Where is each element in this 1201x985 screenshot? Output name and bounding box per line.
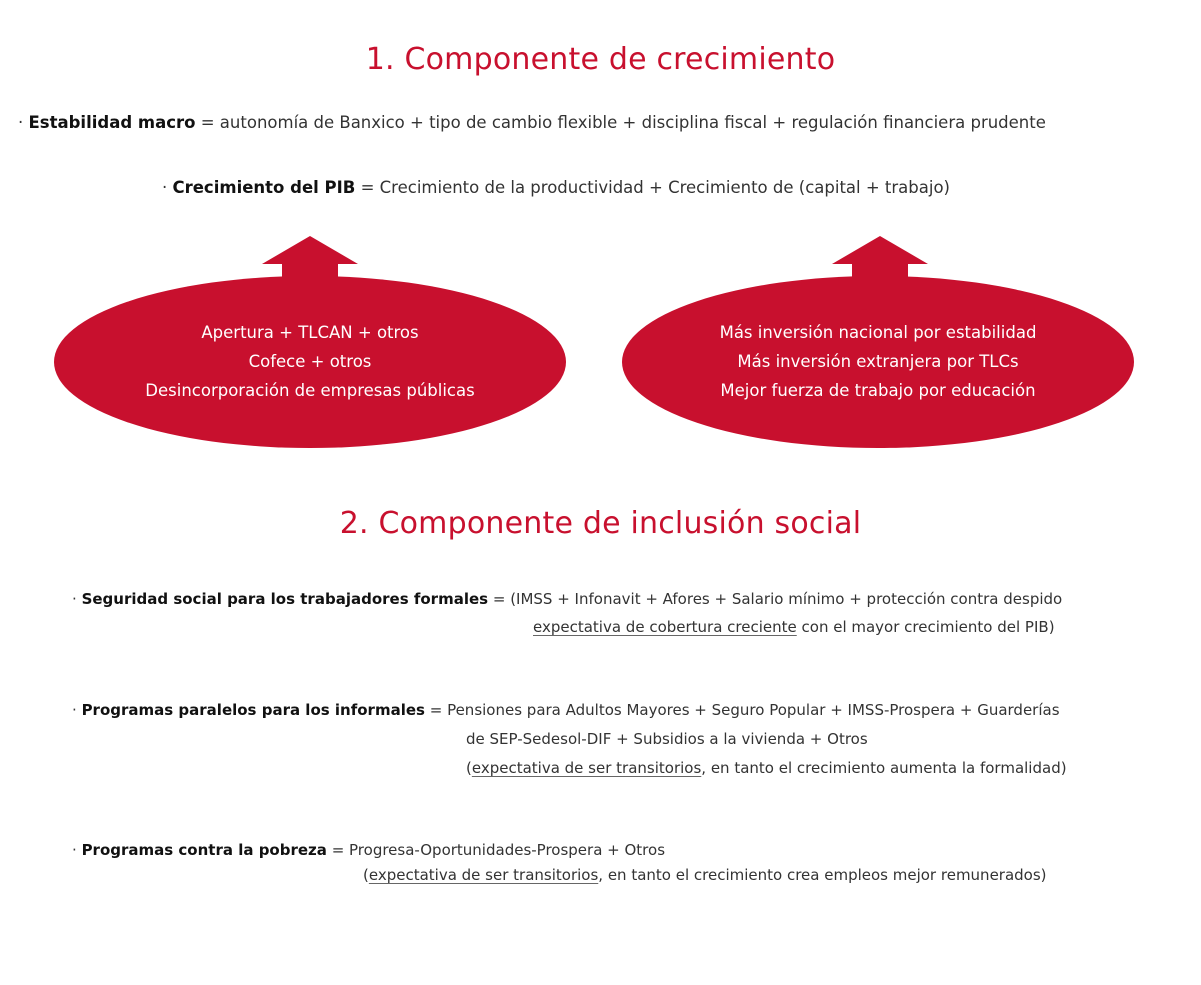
pib-bullet: · [162,178,168,197]
seguridad-expectation: expectativa de cobertura creciente [533,618,797,636]
pib-line [162,178,950,197]
paralelos-rhs-3: , en tanto el crecimiento aumenta la formalidad) [701,759,1067,777]
right-ellipse-line-1: Más inversión nacional por estabilidad [719,323,1037,342]
seguridad-rhs-2: con el mayor crecimiento del PIB) [796,618,1055,636]
paralelos-line-2: de SEP-Sedesol-DIF + Subsidios a la vivienda + Otros [466,730,868,748]
right-ellipse-text [668,318,1088,405]
pib-label: Crecimiento del PIB [172,178,356,197]
pobreza-line-1 [72,841,665,859]
pobreza-rhs-2: , en tanto el crecimiento crea empleos mejor remunerados) [598,866,1047,884]
macro-rhs: = autonomía de Banxico + tipo de cambio flexible + disciplina fiscal + regulación financiera prudente [200,113,1046,132]
left-ellipse-line-3: Desincorporación de empresas públicas [145,381,475,400]
section2-title: 2. Componente de inclusión social [339,506,862,541]
paralelos-label: Programas paralelos para los informales [81,701,425,719]
seguridad-line-2 [533,618,1055,636]
right-ellipse-line-2: Más inversión extranjera por TLCs [737,352,1019,371]
paralelos-bullet: · [72,701,77,719]
paralelos-open-paren: ( [466,759,472,777]
pobreza-rhs-1: = Progresa-Oportunidades-Prospera + Otros [331,841,666,859]
macro-line [18,113,1046,132]
macro-bullet: · [18,113,24,132]
pobreza-label: Programas contra la pobreza [81,841,327,859]
pib-rhs: = Crecimiento de la productividad + Crecimiento de (capital + trabajo) [360,178,950,197]
section1-title: 1. Componente de crecimiento [365,42,836,77]
paralelos-line-3 [466,759,1067,777]
right-ellipse-line-3: Mejor fuerza de trabajo por educación [720,381,1036,400]
paralelos-line-1 [72,701,1060,719]
left-ellipse-text [100,318,520,405]
pobreza-open-paren: ( [363,866,369,884]
left-ellipse-line-2: Cofece + otros [248,352,372,371]
seguridad-bullet: · [72,590,77,608]
paralelos-rhs-1: = Pensiones para Adultos Mayores + Seguro Popular + IMSS-Prospera + Guarderías [429,701,1060,719]
seguridad-label: Seguridad social para los trabajadores formales [81,590,489,608]
pobreza-expectation: expectativa de ser transitorios [368,866,599,884]
left-ellipse-line-1: Apertura + TLCAN + otros [201,323,419,342]
seguridad-line-1 [72,590,1062,608]
pobreza-line-2 [363,866,1047,884]
paralelos-expectation: expectativa de ser transitorios [471,759,702,777]
macro-label: Estabilidad macro [28,113,196,132]
pobreza-bullet: · [72,841,77,859]
seguridad-rhs-1: = (IMSS + Infonavit + Afores + Salario mínimo + protección contra despido [492,590,1063,608]
